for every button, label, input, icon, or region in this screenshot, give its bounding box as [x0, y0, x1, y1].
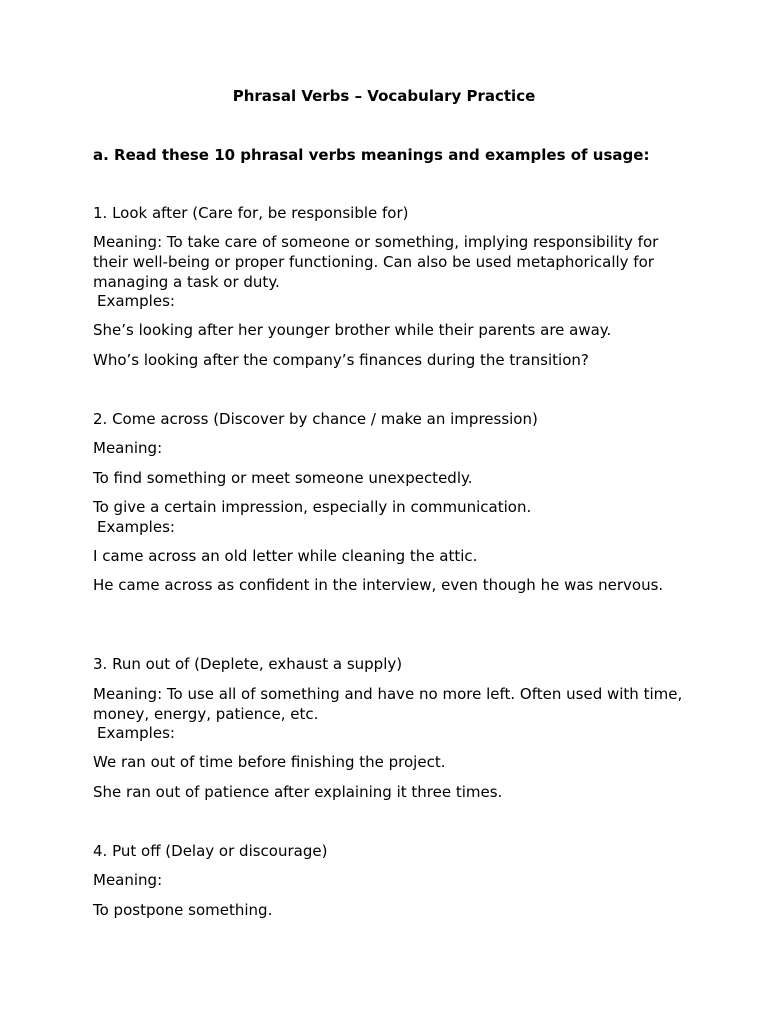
entry-2-example-2: He came across as confident in the interview, even though he was nervous.: [93, 576, 664, 594]
entry-1-example-2: Who’s looking after the company’s finances during the transition?: [93, 351, 589, 369]
entry-4-meaning-1: To postpone something.: [93, 901, 273, 919]
entry-1-heading: 1. Look after (Care for, be responsible for): [93, 204, 409, 222]
entry-2-meaning-2: To give a certain impression, especially in communication.: [93, 498, 532, 516]
entry-3-heading: 3. Run out of (Deplete, exhaust a supply): [93, 655, 403, 673]
entry-2-examples-label: Examples:: [97, 518, 175, 536]
entry-4-meaning-label: Meaning:: [93, 871, 163, 889]
instruction-heading: a. Read these 10 phrasal verbs meanings and examples of usage:: [93, 146, 650, 164]
entry-3-example-2: She ran out of patience after explaining it three times.: [93, 783, 503, 801]
entry-2-example-1: I came across an old letter while cleaning the attic.: [93, 547, 478, 565]
entry-3-meaning: Meaning: To use all of something and have no more left. Often used with time, money, energy, patience, etc.: [93, 685, 683, 723]
entry-3-examples-label: Examples:: [97, 724, 175, 742]
entry-4-heading: 4. Put off (Delay or discourage): [93, 842, 328, 860]
entry-2-heading: 2. Come across (Discover by chance / make an impression): [93, 410, 538, 428]
entry-1-meaning: Meaning: To take care of someone or something, implying responsibility for their well-being or proper functioning. Can also be used metaphorically for managing a task or duty.: [93, 233, 659, 291]
entry-2-meaning-1: To find something or meet someone unexpectedly.: [93, 469, 473, 487]
page-title: Phrasal Verbs – Vocabulary Practice: [232, 87, 536, 105]
entry-1-example-1: She’s looking after her younger brother while their parents are away.: [93, 321, 612, 339]
entry-2-meaning-label: Meaning:: [93, 439, 163, 457]
entry-1-examples-label: Examples:: [97, 292, 175, 310]
entry-3-example-1: We ran out of time before finishing the project.: [93, 753, 446, 771]
